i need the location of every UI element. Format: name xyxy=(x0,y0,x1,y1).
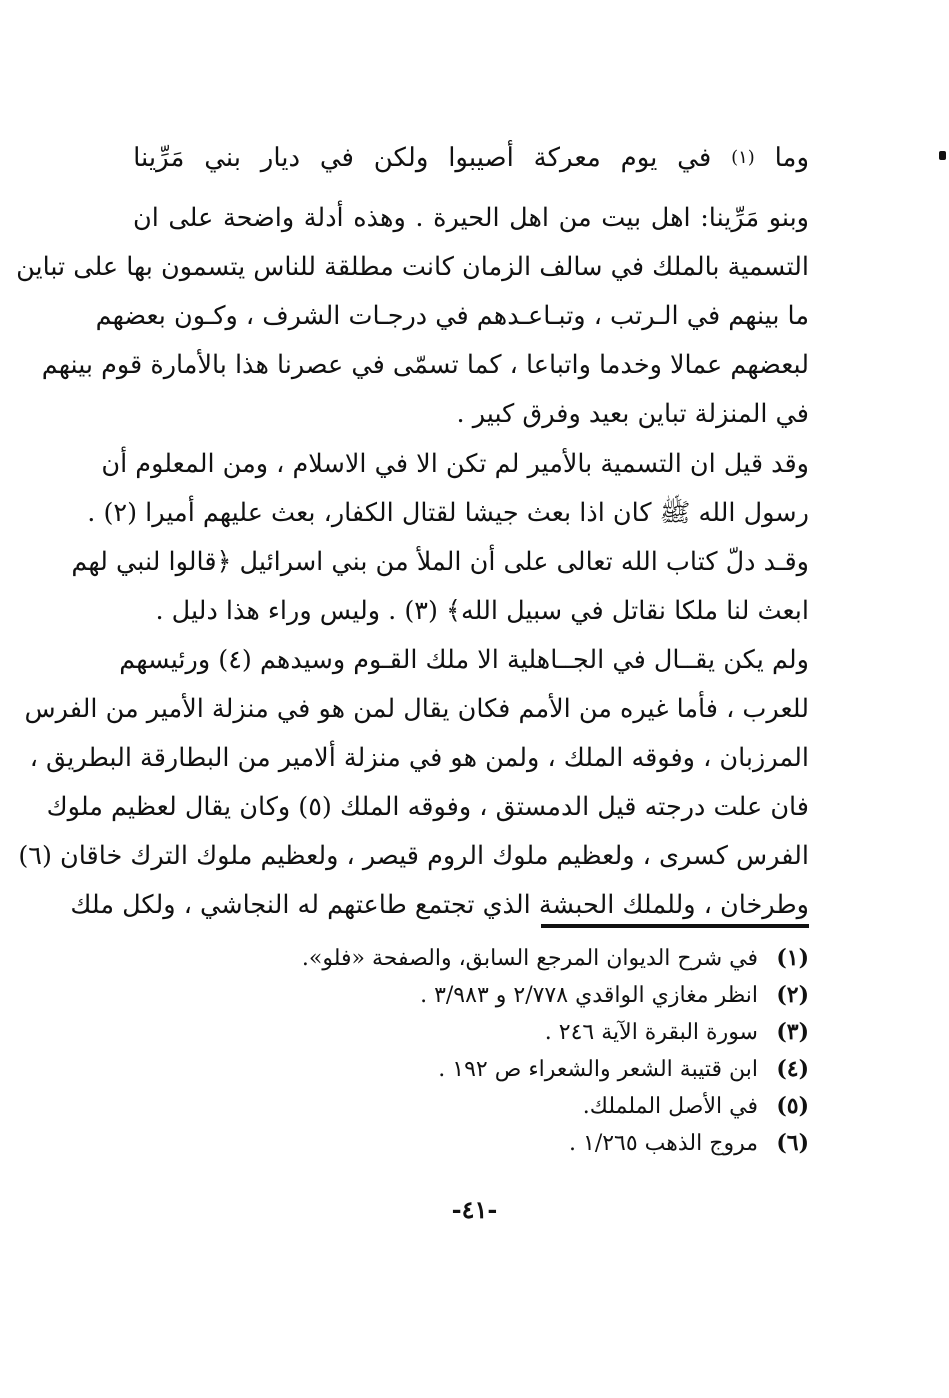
text-line: التسمية بالملك في سالف الزمان كانت مطلقة للناس يتسمون بها على تباين xyxy=(16,252,809,282)
footnote-item xyxy=(129,940,809,977)
footnote-divider xyxy=(541,924,809,928)
paragraph-2 xyxy=(71,440,809,636)
footnote-number: (٥) xyxy=(776,1093,809,1119)
text-line: ابعث لنا ملكا نقاتل في سبيل الله﴾ (٣) . وليس وراء هذا دليل . xyxy=(155,596,809,626)
verse-word: مَرِّينا xyxy=(133,143,185,173)
footnote-number: (٣) xyxy=(776,1019,809,1045)
footnote-text: في الأصل الململك. xyxy=(582,1094,758,1119)
footnote-number: (٤) xyxy=(776,1056,809,1082)
verse-word: يوم xyxy=(620,143,658,173)
text-line: في المنزلة تباين بعيد وفرق كبير . xyxy=(456,399,809,429)
text-line: وقـد دلّ كتاب الله تعالى على أن الملأ من بني اسرائيل ﴿قالوا لنبي لهم xyxy=(71,547,809,577)
text-line: للعرب ، فأما غيره من الأمم فكان يقال لمن هو في منزلة الأمير من الفرس xyxy=(24,694,809,724)
verse-word: في xyxy=(677,143,712,173)
text-line: فان علت درجته قيل الدمستق ، وفوقه الملك (٥) وكان يقال لعظيم ملوك xyxy=(46,792,809,822)
text-line: الفرس كسرى ، ولعظيم ملوك الروم قيصر ، ولعظيم ملوك الترك خاقان (٦) xyxy=(18,841,809,871)
text-line: وبنو مَرِّينا: اهل بيت من اهل الحيرة . وهذه أدلة واضحة على ان xyxy=(133,203,809,233)
verse-word: بني xyxy=(204,143,241,173)
footnote-number: (٢) xyxy=(776,982,809,1008)
footnote-number: (٦) xyxy=(776,1130,809,1156)
verse-footnote-ref: (١) xyxy=(731,147,755,168)
footnotes-list xyxy=(129,940,809,1162)
paragraph-1 xyxy=(16,194,809,439)
footnote-text: مروج الذهب ١/٢٦٥ . xyxy=(569,1131,758,1156)
footnote-item xyxy=(129,1088,809,1125)
text-line: ولم يكن يقــال في الجــاهلية الا ملك القـوم وسيدهم (٤) ورئيسهم xyxy=(119,645,809,675)
text-line: وقد قيل ان التسمية بالأمير لم تكن الا في الاسلام ، ومن المعلوم أن xyxy=(101,449,809,479)
text-line: المرزبان ، وفوقه الملك ، ولمن هو في منزلة ألامير من البطارقة البطريق ، xyxy=(29,743,809,773)
footnote-item xyxy=(129,1125,809,1162)
verse-word: في xyxy=(319,143,354,173)
text-line: لبعضهم عمالا وخدما واتباعا ، كما تسمّى في عصرنا هذا بالأمارة قوم بينهم xyxy=(41,350,809,380)
verse-word: ولكن xyxy=(373,143,429,173)
footnote-text: سورة البقرة الآية ٢٤٦ . xyxy=(544,1020,758,1045)
poem-verse-line xyxy=(133,136,809,180)
scan-edge-mark xyxy=(939,151,946,160)
footnote-item xyxy=(129,1051,809,1088)
footnote-item xyxy=(129,977,809,1014)
footnote-item xyxy=(129,1014,809,1051)
verse-word: ديار xyxy=(260,143,301,173)
verse-word: وما xyxy=(774,143,809,173)
footnote-text: انظر مغازي الواقدي ٢/٧٧٨ و ٣/٩٨٣ . xyxy=(420,983,758,1008)
footnote-number: (١) xyxy=(776,945,809,971)
page-number: -٤١- xyxy=(451,1195,498,1224)
verse-word: معركة xyxy=(533,143,601,173)
paragraph-3 xyxy=(18,636,809,930)
verse-word: أصيبوا xyxy=(448,143,514,173)
text-line: ما بينهم في الـرتب ، وتبـاعـدهم في درجـات الشرف ، وكـون بعضهم xyxy=(95,301,809,331)
text-line: وطرخان ، وللملك الحبشة الذي تجتمع طاعتهم له النجاشي ، ولكل ملك xyxy=(70,890,809,920)
footnote-text: ابن قتيبة الشعر والشعراء ص ١٩٢ . xyxy=(438,1057,758,1082)
footnote-text: في شرح الديوان المرجع السابق، والصفحة «فلو». xyxy=(301,946,758,971)
text-line: رسول الله ﷺ كان اذا بعث جيشا لقتال الكفار، بعث عليهم أميرا (٢) . xyxy=(87,498,809,528)
